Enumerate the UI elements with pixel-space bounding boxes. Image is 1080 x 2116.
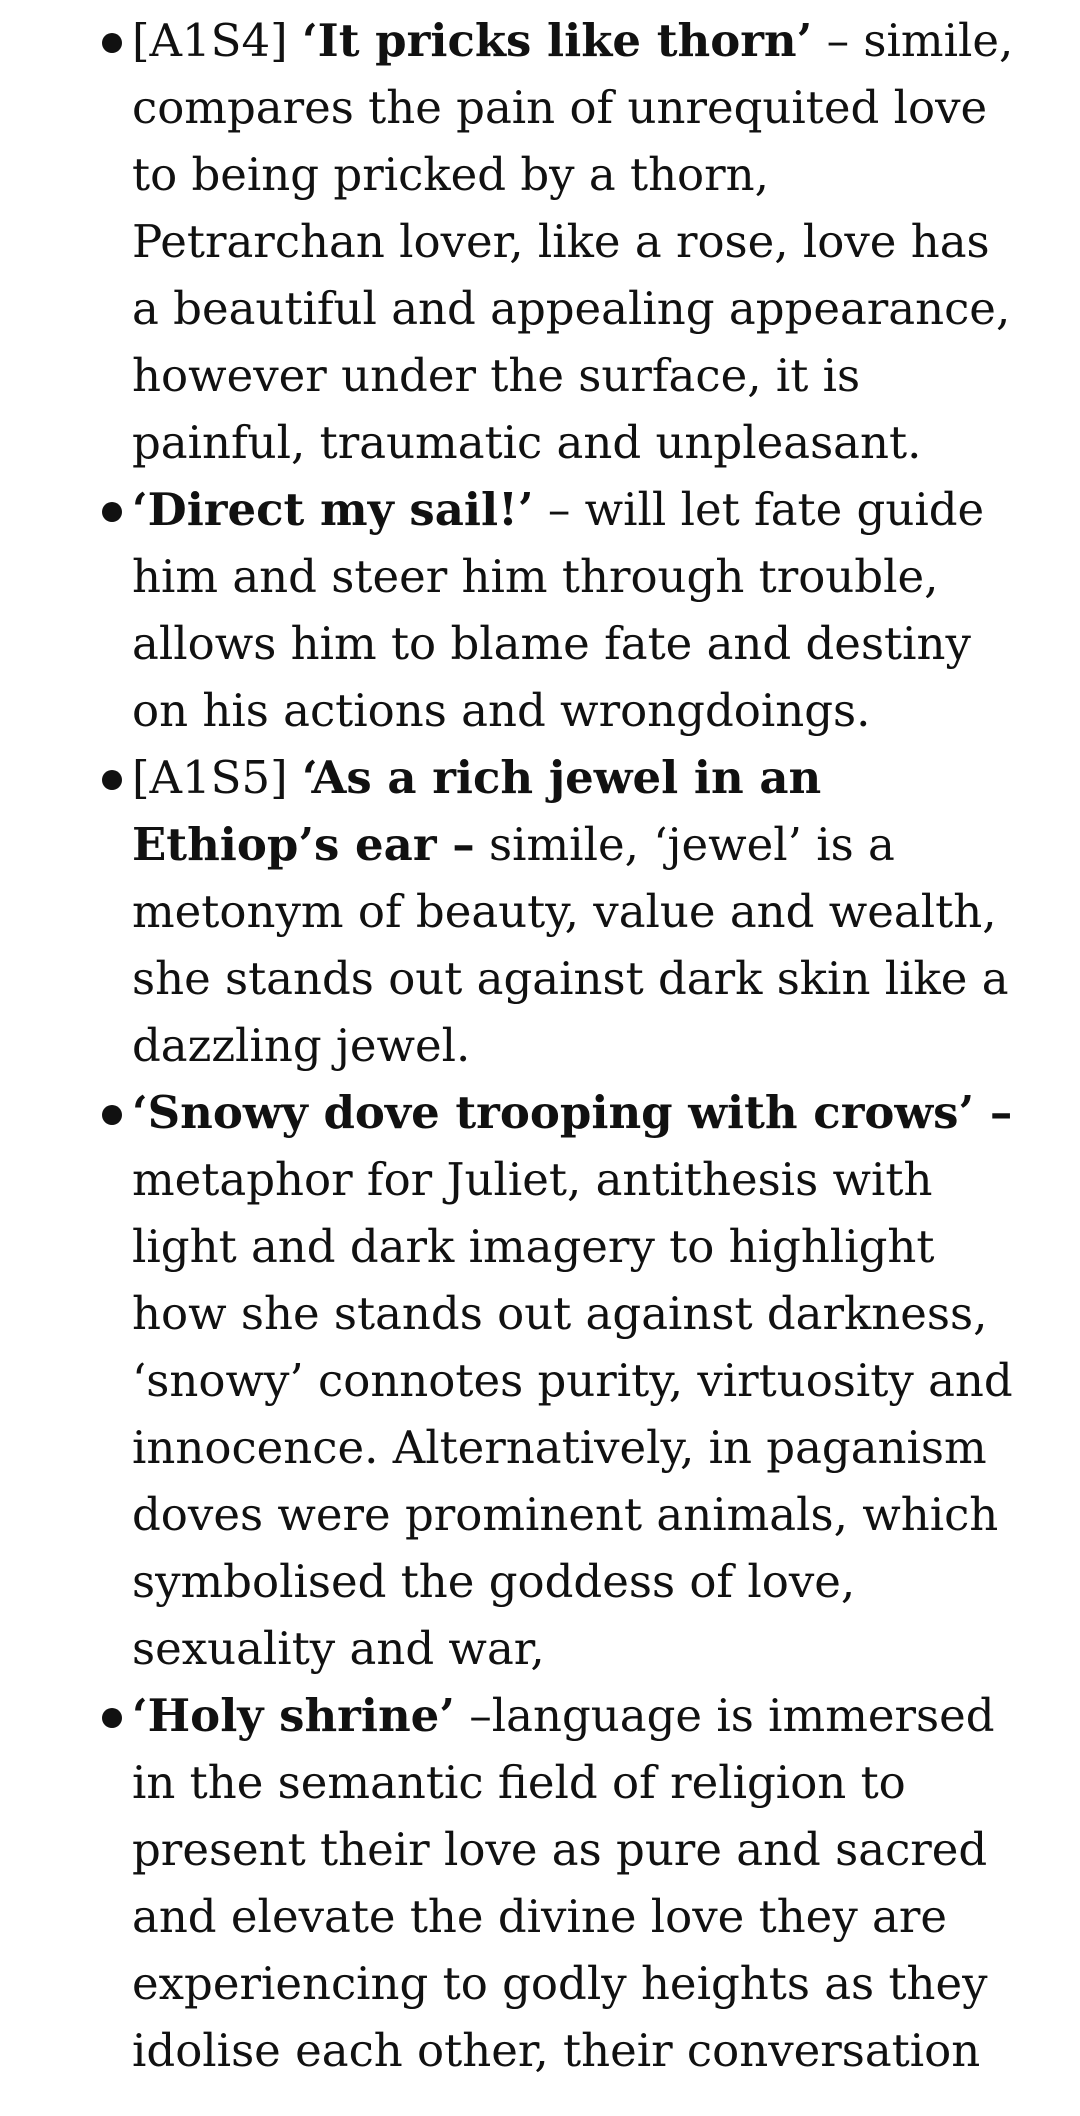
analysis-text: metaphor for Juliet, antithesis with light and dark imagery to highlight how she stands out against darkness, ‘snowy’ connotes purity, virtuosity and innocence. Alternatively, in paganism doves were prominent animals, which symbolised the goddess of love, sexuality and war, bbox=[132, 1153, 1013, 1675]
bullet-icon bbox=[102, 770, 122, 790]
list-item bbox=[0, 744, 1080, 1079]
notes-list bbox=[0, 7, 1080, 2084]
list-item bbox=[0, 1079, 1080, 1682]
analysis-text: –language is immersed in the semantic field of religion to present their love as pure and sacred and elevate the divine love they are experiencing to godly heights as they idolise each other, their conversation bbox=[132, 1689, 995, 2077]
quotation: ‘As a rich jewel in an Ethiop’s ear – bbox=[132, 751, 822, 871]
scene-reference: [A1S4] bbox=[132, 14, 303, 67]
analysis-text: – will let fate guide him and steer him through trouble, allows him to blame fate and destiny on his actions and wrongdoings. bbox=[132, 483, 985, 737]
bullet-icon bbox=[102, 502, 122, 522]
quotation: ‘Snowy dove trooping with crows’ – bbox=[132, 1086, 1013, 1139]
scene-reference: [A1S5] bbox=[132, 751, 303, 804]
bullet-icon bbox=[102, 1708, 122, 1728]
quotation: ‘Direct my sail!’ bbox=[132, 483, 534, 536]
analysis-text: – simile, compares the pain of unrequited love to being pricked by a thorn, Petrarchan lover, like a rose, love has a beautiful and appealing appearance, however under the surface, it is painful, traumatic and unpleasant. bbox=[132, 14, 1014, 469]
quotation: ‘It pricks like thorn’ bbox=[302, 14, 813, 67]
list-item bbox=[0, 476, 1080, 744]
quotation: ‘Holy shrine’ bbox=[132, 1689, 455, 1742]
analysis-text: simile, ‘jewel’ is a metonym of beauty, value and wealth, she stands out against dark skin like a dazzling jewel. bbox=[132, 818, 1009, 1072]
list-item bbox=[0, 7, 1080, 476]
list-item bbox=[0, 1682, 1080, 2084]
bullet-icon bbox=[102, 1105, 122, 1125]
bullet-icon bbox=[102, 33, 122, 53]
